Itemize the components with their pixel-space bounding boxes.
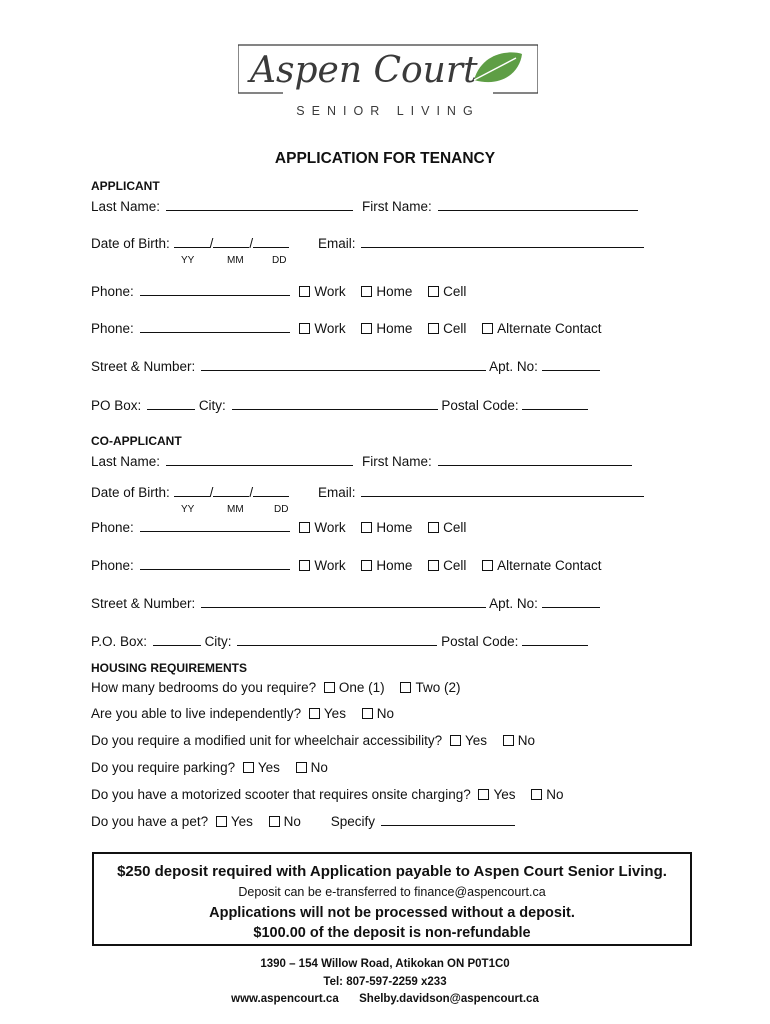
applicant-phone-1-home-checkbox[interactable] bbox=[361, 286, 372, 297]
co-applicant-dob-dd-field[interactable] bbox=[253, 484, 289, 497]
co-applicant-phone-2-row bbox=[91, 557, 613, 573]
applicant-po-box-field[interactable] bbox=[147, 397, 195, 410]
applicant-last-name-label: Last Name: bbox=[91, 199, 161, 214]
applicant-phone-2-field[interactable] bbox=[140, 320, 290, 333]
co-applicant-phone-2-work-checkbox[interactable] bbox=[299, 560, 310, 571]
co-applicant-first-name-row bbox=[362, 453, 632, 469]
housing-scooter-question: Do you have a motorized scooter that requires onsite charging? bbox=[91, 787, 471, 802]
applicant-city-field[interactable] bbox=[232, 397, 438, 410]
aspen-court-logo bbox=[238, 40, 538, 120]
scooter-yes-checkbox[interactable] bbox=[478, 789, 489, 800]
applicant-phone-1-field[interactable] bbox=[140, 283, 290, 296]
co-applicant-phone-1-cell-checkbox[interactable] bbox=[428, 522, 439, 533]
co-applicant-phone-2-field[interactable] bbox=[140, 557, 290, 570]
applicant-phone-1-cell-checkbox[interactable] bbox=[428, 286, 439, 297]
footer-email-link[interactable]: Shelby.davidson@aspencourt.ca bbox=[359, 993, 539, 1005]
co-applicant-dob-row: Date of Birth: / / bbox=[91, 484, 289, 500]
applicant-phone-2-label: Phone: bbox=[91, 321, 134, 336]
applicant-last-name-field[interactable] bbox=[166, 198, 353, 211]
applicant-city-label: City: bbox=[198, 398, 226, 413]
housing-pet-row bbox=[91, 813, 515, 829]
option-label: Cell bbox=[443, 284, 467, 299]
logo-tagline: SENIOR LIVING bbox=[296, 104, 480, 118]
deposit-notice-line-4: $100.00 of the deposit is non-refundable bbox=[253, 925, 531, 941]
independent-no-checkbox[interactable] bbox=[362, 708, 373, 719]
applicant-first-name-field[interactable] bbox=[438, 198, 638, 211]
applicant-street-label: Street & Number: bbox=[91, 359, 196, 374]
housing-independent-question: Are you able to live independently? bbox=[91, 706, 302, 721]
option-label: Home bbox=[376, 558, 413, 573]
deposit-notice-box bbox=[92, 852, 692, 946]
applicant-dob-row: Date of Birth: / / bbox=[91, 235, 289, 251]
co-applicant-dob-yy-field[interactable] bbox=[174, 484, 210, 497]
co-applicant-dob-mm-hint: MM bbox=[227, 504, 244, 515]
option-label: Cell bbox=[443, 558, 467, 573]
co-applicant-phone-2-alternate-checkbox[interactable] bbox=[482, 560, 493, 571]
co-applicant-address-row bbox=[91, 633, 588, 649]
option-label: No bbox=[310, 760, 328, 775]
deposit-notice-line-3: Applications will not be processed without a deposit. bbox=[209, 905, 575, 921]
option-label: Cell bbox=[443, 321, 467, 336]
co-applicant-phone-1-field[interactable] bbox=[140, 519, 290, 532]
co-applicant-phone-1-row bbox=[91, 519, 478, 535]
footer-website-link[interactable]: www.aspencourt.ca bbox=[231, 993, 339, 1005]
applicant-dob-label: Date of Birth: bbox=[91, 236, 170, 251]
housing-parking-question: Do you require parking? bbox=[91, 760, 236, 775]
footer-contact-row bbox=[0, 993, 770, 1005]
pet-yes-checkbox[interactable] bbox=[216, 816, 227, 827]
wheelchair-yes-checkbox[interactable] bbox=[450, 735, 461, 746]
applicant-postal-label: Postal Code: bbox=[441, 398, 519, 413]
applicant-dob-dd-field[interactable] bbox=[253, 235, 289, 248]
co-applicant-phone-2-home-checkbox[interactable] bbox=[361, 560, 372, 571]
applicant-phone-1-row bbox=[91, 283, 478, 299]
pet-specify-label: Specify bbox=[330, 814, 375, 829]
applicant-phone-2-cell-checkbox[interactable] bbox=[428, 323, 439, 334]
co-applicant-dob-dd-hint: DD bbox=[274, 504, 289, 515]
option-label: Work bbox=[314, 520, 346, 535]
co-applicant-postal-field[interactable] bbox=[522, 633, 588, 646]
co-applicant-apt-field[interactable] bbox=[542, 595, 600, 608]
applicant-email-field[interactable] bbox=[361, 235, 644, 248]
option-label: No bbox=[376, 706, 394, 721]
co-applicant-dob-label: Date of Birth: bbox=[91, 485, 170, 500]
pet-no-checkbox[interactable] bbox=[269, 816, 280, 827]
parking-no-checkbox[interactable] bbox=[296, 762, 307, 773]
leaf-icon bbox=[474, 52, 522, 82]
co-applicant-phone-1-label: Phone: bbox=[91, 520, 134, 535]
housing-bedrooms-question: How many bedrooms do you require? bbox=[91, 680, 317, 695]
scooter-no-checkbox[interactable] bbox=[531, 789, 542, 800]
housing-bedrooms-row bbox=[91, 680, 472, 695]
applicant-street-row bbox=[91, 358, 600, 374]
applicant-street-field[interactable] bbox=[201, 358, 486, 371]
co-applicant-postal-label: Postal Code: bbox=[441, 634, 519, 649]
applicant-dob-mm-field[interactable] bbox=[213, 235, 249, 248]
co-applicant-heading: CO-APPLICANT bbox=[91, 434, 182, 448]
option-label: Work bbox=[314, 321, 346, 336]
bedrooms-two-checkbox[interactable] bbox=[400, 682, 411, 693]
co-applicant-phone-1-home-checkbox[interactable] bbox=[361, 522, 372, 533]
option-label: Yes bbox=[493, 787, 516, 802]
co-applicant-first-name-label: First Name: bbox=[362, 454, 432, 469]
applicant-last-name-row bbox=[91, 198, 353, 214]
co-applicant-city-label: City: bbox=[204, 634, 232, 649]
applicant-phone-2-alternate-checkbox[interactable] bbox=[482, 323, 493, 334]
applicant-heading: APPLICANT bbox=[91, 179, 160, 193]
option-label: Home bbox=[376, 520, 413, 535]
option-label: Alternate Contact bbox=[497, 321, 602, 336]
housing-parking-row bbox=[91, 760, 340, 775]
co-applicant-street-row bbox=[91, 595, 600, 611]
pet-specify-field[interactable] bbox=[381, 813, 515, 826]
housing-wheelchair-row bbox=[91, 733, 547, 748]
housing-wheelchair-question: Do you require a modified unit for wheelchair accessibility? bbox=[91, 733, 443, 748]
option-label: One (1) bbox=[338, 680, 385, 695]
option-label: Work bbox=[314, 558, 346, 573]
applicant-dob-mm-hint: MM bbox=[227, 255, 244, 266]
co-applicant-phone-2-cell-checkbox[interactable] bbox=[428, 560, 439, 571]
option-label: No bbox=[546, 787, 564, 802]
footer-telephone: Tel: 807-597-2259 x233 bbox=[323, 976, 447, 988]
applicant-email-row bbox=[318, 235, 644, 251]
co-applicant-email-label: Email: bbox=[318, 485, 356, 500]
co-applicant-last-name-row bbox=[91, 453, 353, 469]
co-applicant-first-name-field[interactable] bbox=[438, 453, 632, 466]
applicant-email-label: Email: bbox=[318, 236, 356, 251]
independent-yes-checkbox[interactable] bbox=[309, 708, 320, 719]
applicant-phone-1-work-checkbox[interactable] bbox=[299, 286, 310, 297]
option-label: Cell bbox=[443, 520, 467, 535]
applicant-first-name-row bbox=[362, 198, 638, 214]
footer-address: 1390 – 154 Willow Road, Atikokan ON P0T1C0 bbox=[260, 958, 510, 970]
co-applicant-po-box-label: P.O. Box: bbox=[91, 634, 148, 649]
form-title: APPLICATION FOR TENANCY bbox=[274, 150, 496, 167]
co-applicant-phone-2-label: Phone: bbox=[91, 558, 134, 573]
bedrooms-one-checkbox[interactable] bbox=[324, 682, 335, 693]
option-label: Home bbox=[376, 321, 413, 336]
applicant-phone-2-work-checkbox[interactable] bbox=[299, 323, 310, 334]
co-applicant-last-name-field[interactable] bbox=[166, 453, 353, 466]
deposit-notice-line-1: $250 deposit required with Application payable to Aspen Court Senior Living. bbox=[117, 863, 667, 880]
applicant-po-box-label: PO Box: bbox=[91, 398, 142, 413]
co-applicant-street-field[interactable] bbox=[201, 595, 486, 608]
applicant-dob-yy-hint: YY bbox=[181, 255, 195, 266]
option-label: Home bbox=[376, 284, 413, 299]
housing-heading: HOUSING REQUIREMENTS bbox=[91, 661, 248, 675]
co-applicant-apt-label: Apt. No: bbox=[489, 596, 538, 611]
applicant-postal-field[interactable] bbox=[522, 397, 588, 410]
co-applicant-po-box-field[interactable] bbox=[153, 633, 201, 646]
applicant-phone-2-row bbox=[91, 320, 613, 336]
applicant-address-row bbox=[91, 397, 588, 413]
option-label: Yes bbox=[230, 814, 253, 829]
co-applicant-phone-1-work-checkbox[interactable] bbox=[299, 522, 310, 533]
co-applicant-email-field[interactable] bbox=[361, 484, 644, 497]
option-label: No bbox=[517, 733, 535, 748]
co-applicant-last-name-label: Last Name: bbox=[91, 454, 161, 469]
housing-scooter-row bbox=[91, 787, 576, 802]
applicant-first-name-label: First Name: bbox=[362, 199, 432, 214]
applicant-phone-1-label: Phone: bbox=[91, 284, 134, 299]
co-applicant-city-field[interactable] bbox=[237, 633, 437, 646]
applicant-apt-label: Apt. No: bbox=[489, 359, 538, 374]
deposit-notice-line-2: Deposit can be e-transferred to finance@aspencourt.ca bbox=[238, 885, 546, 899]
applicant-dob-yy-field[interactable] bbox=[174, 235, 210, 248]
applicant-apt-field[interactable] bbox=[542, 358, 600, 371]
housing-independent-row bbox=[91, 706, 406, 721]
co-applicant-dob-mm-field[interactable] bbox=[213, 484, 249, 497]
option-label: Two (2) bbox=[415, 680, 461, 695]
co-applicant-street-label: Street & Number: bbox=[91, 596, 196, 611]
option-label: Alternate Contact bbox=[497, 558, 602, 573]
option-label: Yes bbox=[323, 706, 346, 721]
wheelchair-no-checkbox[interactable] bbox=[503, 735, 514, 746]
applicant-phone-2-home-checkbox[interactable] bbox=[361, 323, 372, 334]
parking-yes-checkbox[interactable] bbox=[243, 762, 254, 773]
co-applicant-email-row bbox=[318, 484, 644, 500]
option-label: Yes bbox=[257, 760, 280, 775]
logo-brand-text: Aspen Court bbox=[250, 50, 478, 91]
housing-pet-question: Do you have a pet? bbox=[91, 814, 209, 829]
option-label: Yes bbox=[464, 733, 487, 748]
applicant-dob-dd-hint: DD bbox=[272, 255, 287, 266]
option-label: Work bbox=[314, 284, 346, 299]
co-applicant-dob-yy-hint: YY bbox=[181, 504, 195, 515]
option-label: No bbox=[283, 814, 301, 829]
